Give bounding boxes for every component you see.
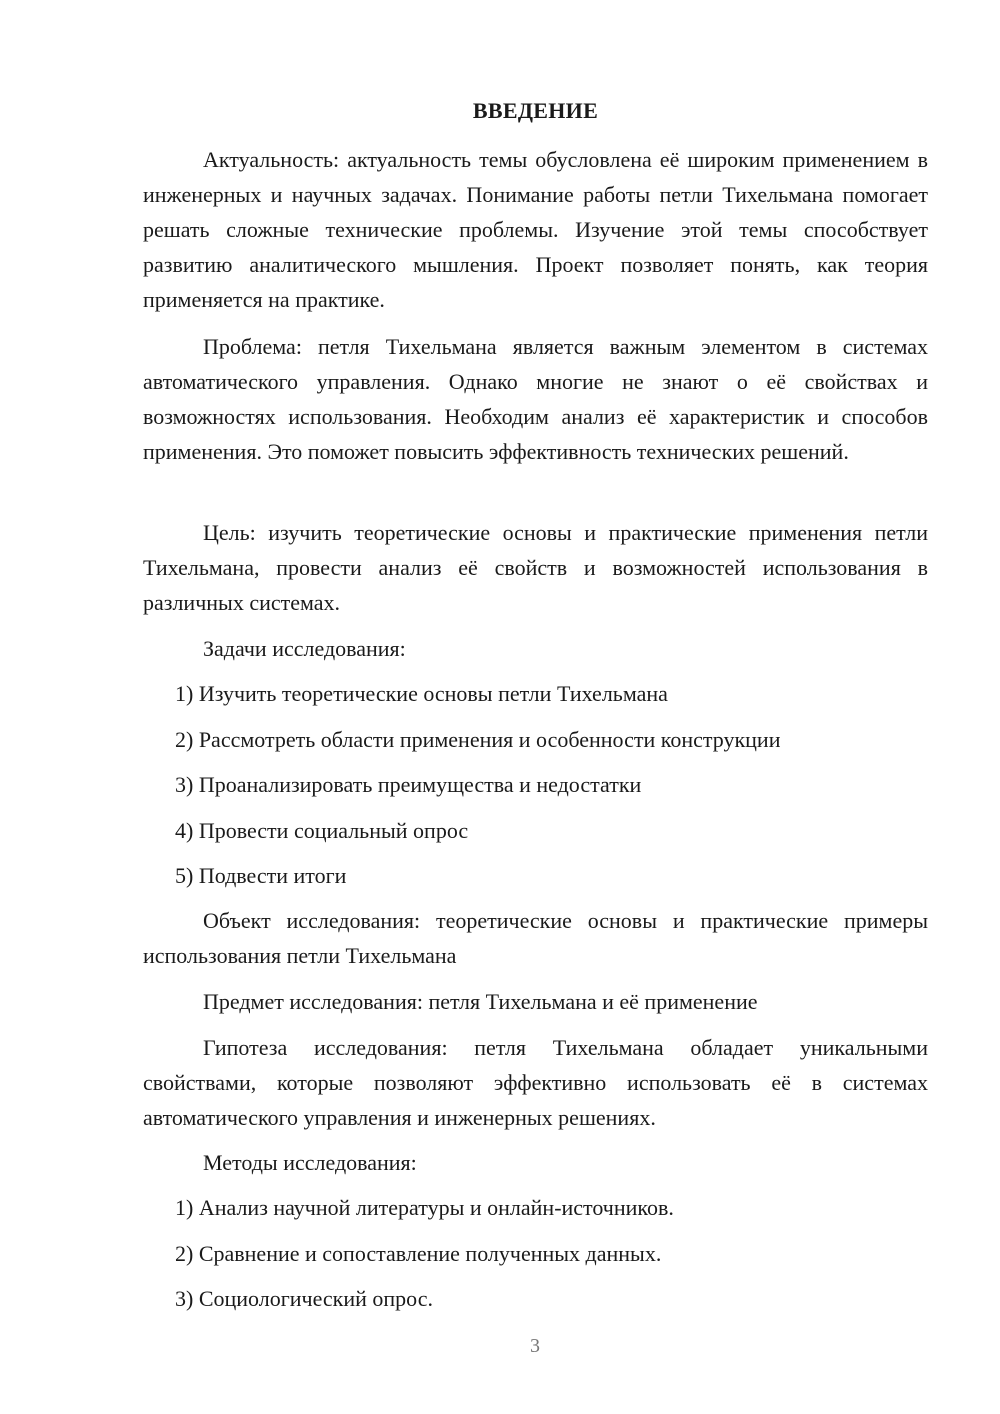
method-item: 2) Сравнение и сопоставление полученных данных. xyxy=(175,1241,662,1266)
goal-paragraph: Цель: изучить теоретические основы и практические применения петли Тихельмана, провести анализ её свойств и возможностей использования в различных системах. xyxy=(143,520,928,615)
task-item: 1) Изучить теоретические основы петли Тихельмана xyxy=(175,681,668,706)
page-title: ВВЕДЕНИЕ xyxy=(472,98,599,123)
task-item: 4) Провести социальный опрос xyxy=(175,818,469,843)
methods-heading: Методы исследования: xyxy=(203,1150,417,1175)
task-item: 5) Подвести итоги xyxy=(175,863,347,888)
task-item: 3) Проанализировать преимущества и недостатки xyxy=(175,772,642,797)
problem-paragraph: Проблема: петля Тихельмана является важным элементом в системах автоматического управления. Однако многие не знают о её свойствах и возможностях использования. Необходим анализ её характеристик и способов применения. Это поможет повысить эффективность технических решений. xyxy=(143,334,928,464)
object-paragraph: Объект исследования: теоретические основы и практические примеры использования петли Тихельмана xyxy=(143,908,928,968)
tasks-heading: Задачи исследования: xyxy=(203,636,406,661)
subject-paragraph: Предмет исследования: петля Тихельмана и её применение xyxy=(203,989,758,1014)
relevance-paragraph: Актуальность: актуальность темы обусловлена её широким применением в инженерных и научных задачах. Понимание работы петли Тихельмана помогает решать сложные технические проблемы. Изучение этой темы способствует развитию аналитического мышления. Проект позволяет понять, как теория применяется на практике. xyxy=(143,147,928,312)
page-number: 3 xyxy=(530,1335,540,1357)
task-item: 2) Рассмотреть области применения и особенности конструкции xyxy=(175,727,781,752)
method-item: 1) Анализ научной литературы и онлайн-источников. xyxy=(175,1195,674,1220)
hypothesis-paragraph: Гипотеза исследования: петля Тихельмана обладает уникальными свойствами, которые позволяют эффективно использовать её в системах автоматического управления и инженерных решениях. xyxy=(143,1035,928,1130)
method-item: 3) Социологический опрос. xyxy=(175,1286,433,1311)
